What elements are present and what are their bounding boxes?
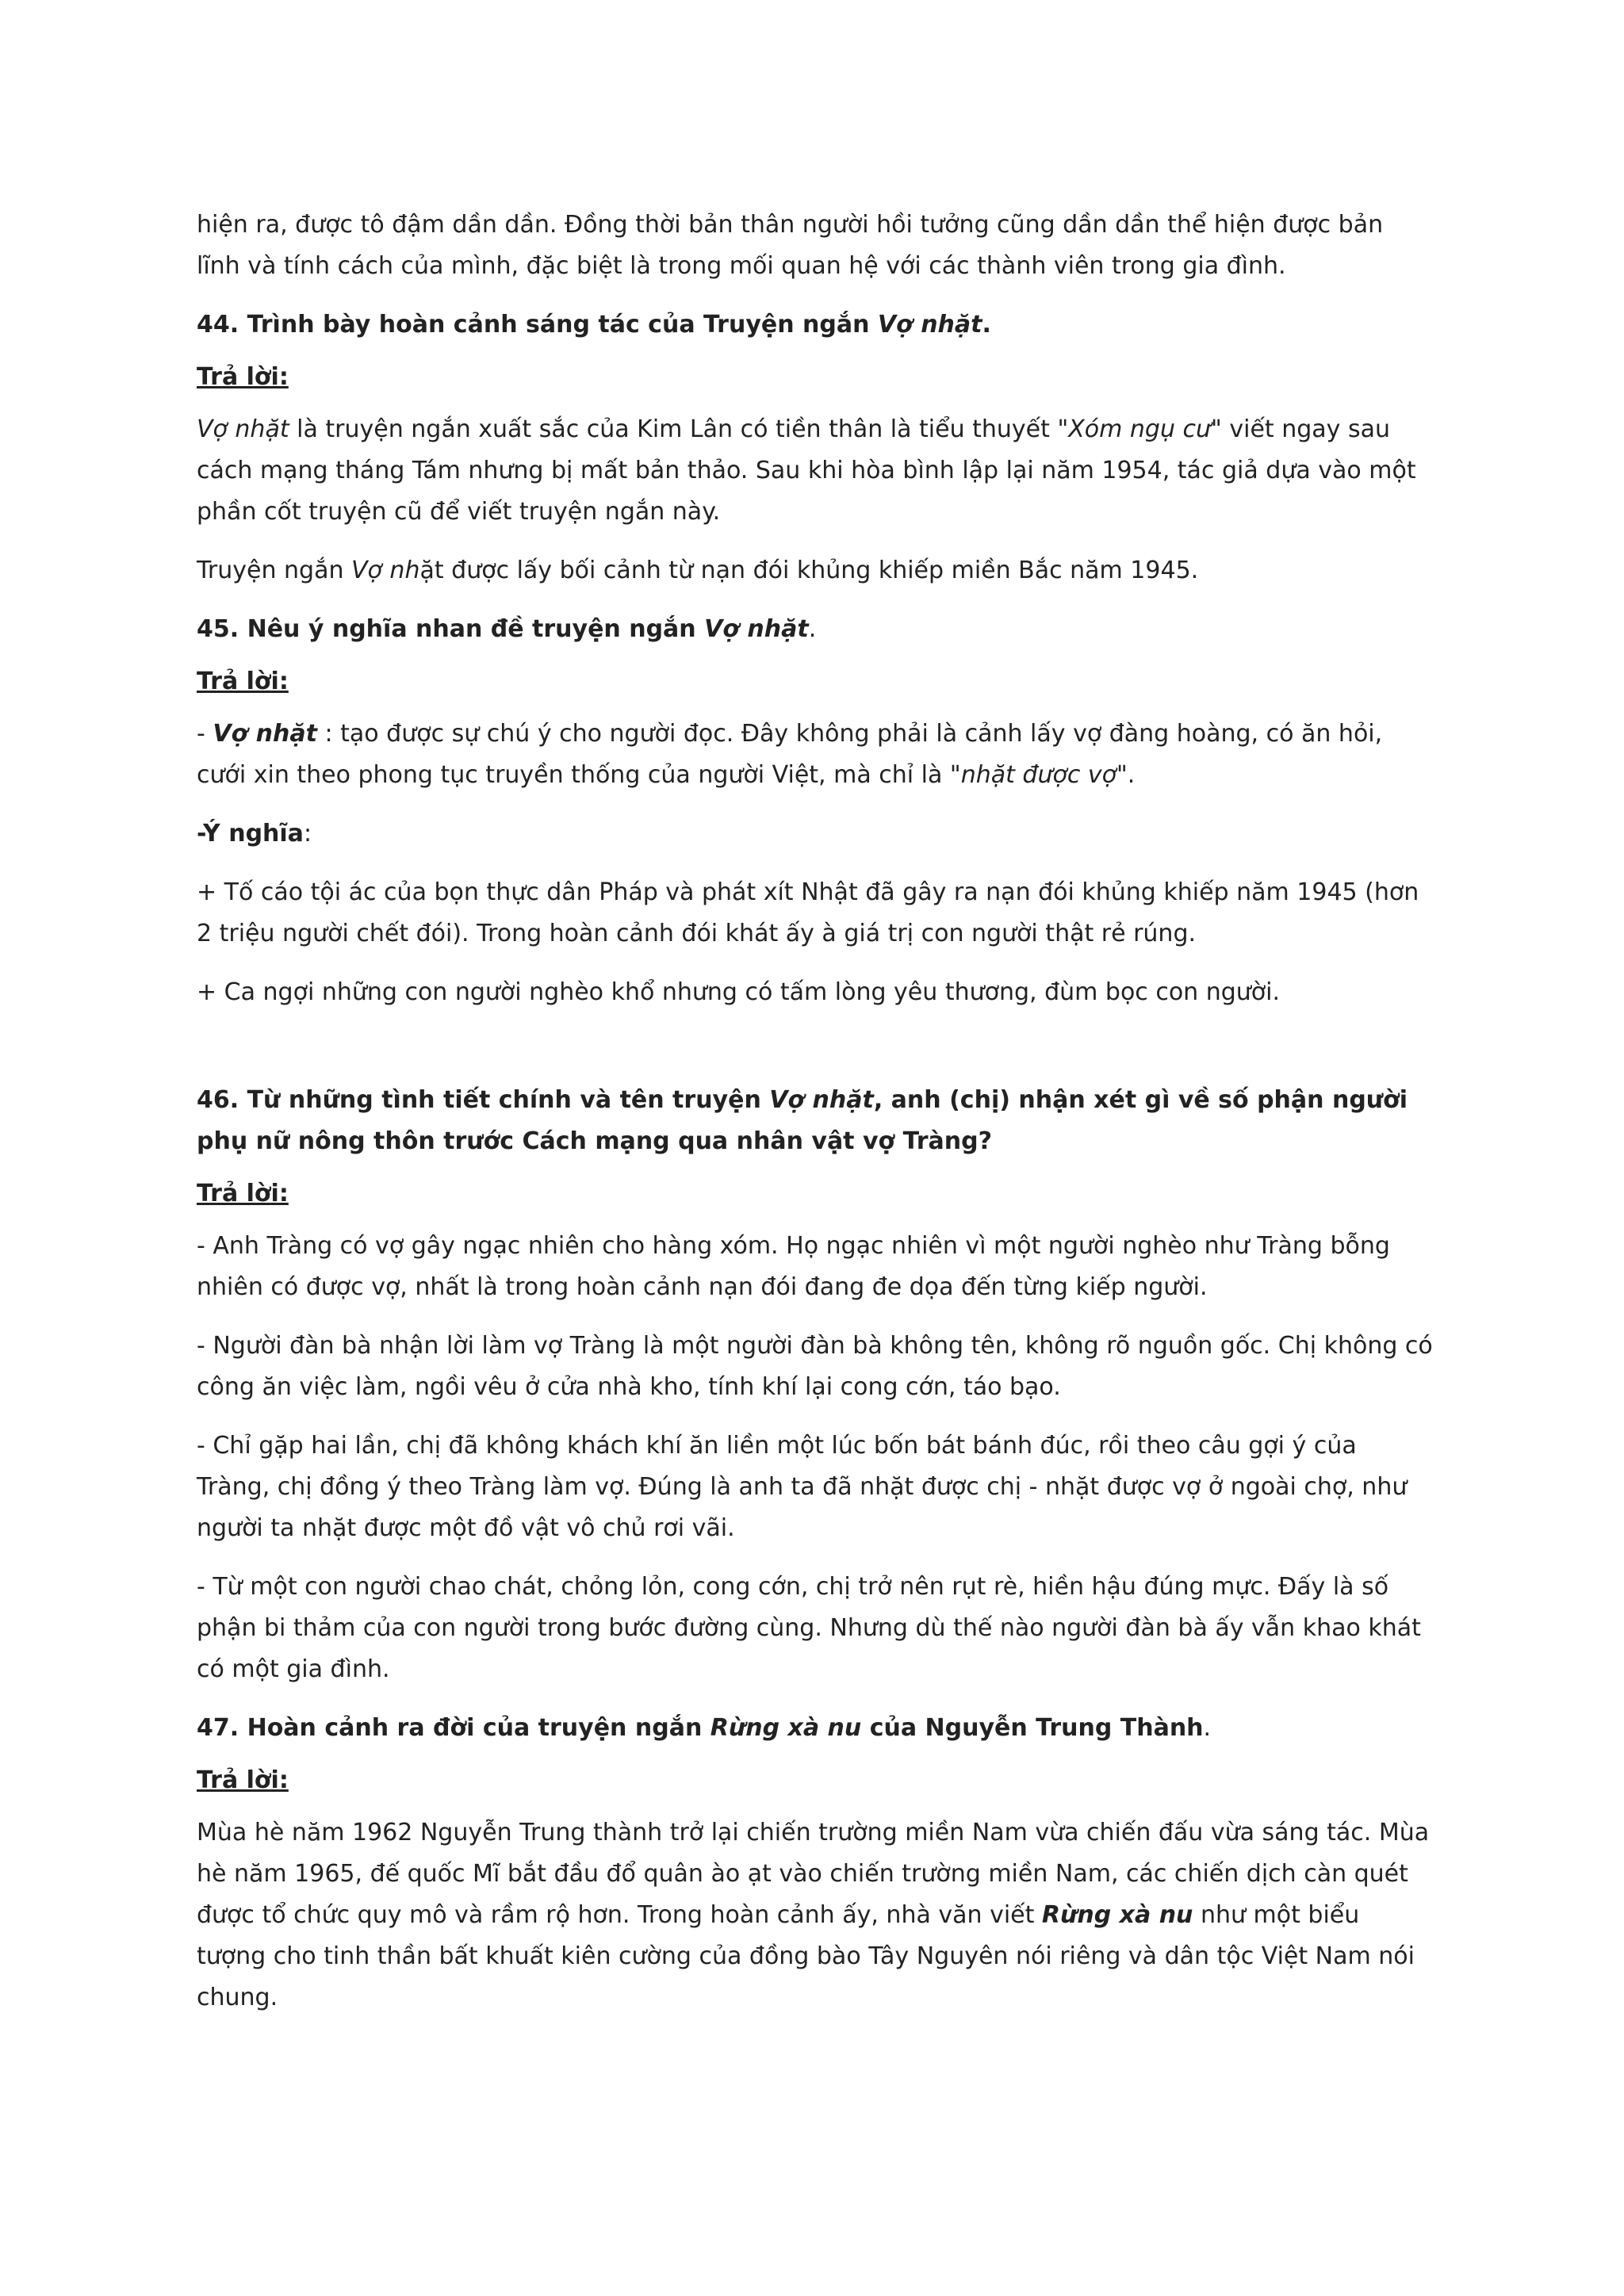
- answer-46-paragraph-4: - Từ một con người chao chát, chỏng lỏn, cong cớn, chị trở nên rụt rè, hiền hậu đúng mực. Đấy là số phận bi thảm của con người trong bước đường cùng. Nhưng dù thế nào người đàn bà ấy vẫn khao khát có một gia đình.: [197, 1573, 1421, 1683]
- question-44: [197, 304, 1434, 346]
- question-47-end: .: [1203, 1714, 1212, 1742]
- answer-46-paragraph-2: - Người đàn bà nhận lời làm vợ Tràng là một người đàn bà không tên, không rõ nguồn gốc. Chị không có công ăn việc làm, ngồi vêu ở cửa nhà kho, tính khí lại cong cớn, táo bạo.: [197, 1332, 1433, 1401]
- novel-title: Xóm ngụ cư: [1068, 415, 1212, 443]
- question-45-title: Vợ nhặt: [704, 615, 809, 643]
- meaning-colon: :: [303, 820, 312, 848]
- answer-label-47: Trả lời:: [197, 1766, 289, 1794]
- document-body: [197, 205, 1434, 2019]
- meaning-heading: [197, 813, 1434, 855]
- answer-45-paragraph-1: [197, 714, 1434, 796]
- answer-44-paragraph-1: [197, 409, 1434, 533]
- question-44-end: .: [982, 311, 991, 339]
- answer-46-paragraph-1: - Anh Tràng có vợ gây ngạc nhiên cho hàng xóm. Họ ngạc nhiên vì một người nghèo như Tràng bỗng nhiên có được vợ, nhất là trong hoàn cảnh nạn đói đang đe dọa đến từng kiếp người.: [197, 1232, 1390, 1301]
- answer-44-paragraph-2: [197, 550, 1434, 591]
- answer-label-45: Trả lời:: [197, 668, 289, 695]
- answer-47-text-a: Mùa hè năm 1962 Nguyễn Trung thành trở lại chiến trường miền Nam vừa chiến đấu vừa sáng tác. Mùa hè năm 1965, đế quốc Mĩ bắt đầu đổ quân ào ạt vào chiến trường miền Nam, các chiến dịch càn quét được tổ chức quy mô và rầm rộ hơn. Trong hoàn cảnh ấy, nhà văn viết: [197, 1819, 1430, 1929]
- answer-46-paragraph-3: - Chỉ gặp hai lần, chị đã không khách khí ăn liền một lúc bốn bát bánh đúc, rồi theo câu gợi ý của Tràng, chị đồng ý theo Tràng làm vợ. Đúng là anh ta đã nhặt được chị - nhặt được vợ ở ngoài chợ, như người ta nhặt được một đồ vật vô chủ rơi vãi.: [197, 1432, 1408, 1542]
- question-44-text: 44. Trình bày hoàn cảnh sáng tác của Truyện ngắn: [197, 311, 878, 339]
- answer-45-text-b: ".: [1116, 761, 1136, 789]
- question-46: [197, 1080, 1434, 1162]
- answer-47-text-b: như một biểu tượng cho tinh thần bất khuất kiên cường của đồng bào Tây Nguyên nói riêng và dân tộc Việt Nam nói chung.: [197, 1901, 1415, 2011]
- answer-45-dash: -: [197, 720, 213, 748]
- answer-44-text-c: Truyện ngắn: [197, 557, 352, 584]
- meaning-label: -Ý nghĩa: [197, 820, 304, 848]
- intro-paragraph: hiện ra, được tô đậm dần dần. Đồng thời bản thân người hồi tưởng cũng dần dần thể hiện được bản lĩnh và tính cách của mình, đặc biệt là trong mối quan hệ với các thành viên trong gia đình.: [197, 211, 1384, 280]
- answer-label-46: Trả lời:: [197, 1180, 289, 1207]
- quoted-phrase: nhặt được vợ: [960, 761, 1116, 789]
- story-title-rung-xa-nu: Rừng xà nu: [1041, 1901, 1193, 1929]
- question-44-title: Vợ nhặt: [877, 311, 982, 339]
- question-45-end: .: [808, 615, 817, 643]
- story-title: Vợ nhặt: [197, 415, 289, 443]
- answer-label-44: Trả lời:: [197, 363, 289, 391]
- question-47-author: của Nguyễn Trung Thành: [861, 1714, 1204, 1742]
- question-46-end: , anh (chị) nhận xét gì về số phận người phụ nữ nông thôn trước Cách mạng qua nhân vật vợ Tràng?: [197, 1086, 1408, 1155]
- question-47: [197, 1708, 1434, 1749]
- answer-45-text-a: : tạo được sự chú ý cho người đọc. Đây không phải là cảnh lấy vợ đàng hoàng, có ăn hỏi, cưới xin theo phong tục truyền thống của người Việt, mà chỉ là ": [197, 720, 1383, 789]
- question-47-text: 47. Hoàn cảnh ra đời của truyện ngắn: [197, 1714, 710, 1742]
- question-46-title: Vợ nhặt: [769, 1086, 874, 1114]
- answer-45-paragraph-3: + Ca ngợi những con người nghèo khổ nhưng có tấm lòng yêu thương, đùm bọc con người.: [197, 978, 1281, 1006]
- answer-44-text-b: " viết ngay sau cách mạng tháng Tám nhưng bị mất bản thảo. Sau khi hòa bình lập lại năm 1954, tác giả dựa vào một phần cốt truyện cũ để viết truyện ngắn này.: [197, 415, 1416, 526]
- answer-47-paragraph-1: [197, 1812, 1434, 2019]
- story-title-partial: Vợ nh: [351, 557, 420, 584]
- answer-44-text-a: là truyện ngắn xuất sắc của Kim Lân có tiền thân là tiểu thuyết ": [289, 415, 1069, 443]
- answer-45-paragraph-2: + Tố cáo tội ác của bọn thực dân Pháp và phát xít Nhật đã gây ra nạn đói khủng khiếp năm 1945 (hơn 2 triệu người chết đói). Trong hoàn cảnh đói khát ấy à giá trị con người thật rẻ rúng.: [197, 878, 1419, 947]
- question-45: [197, 609, 1434, 650]
- question-46-text: 46. Từ những tình tiết chính và tên truyện: [197, 1086, 770, 1114]
- question-47-title: Rừng xà nu: [710, 1714, 862, 1742]
- answer-44-text-d: ặt được lấy bối cảnh từ nạn đói khủng khiếp miền Bắc năm 1945.: [419, 557, 1199, 584]
- question-45-text: 45. Nêu ý nghĩa nhan đề truyện ngắn: [197, 615, 705, 643]
- story-title-bold: Vợ nhặt: [213, 720, 317, 748]
